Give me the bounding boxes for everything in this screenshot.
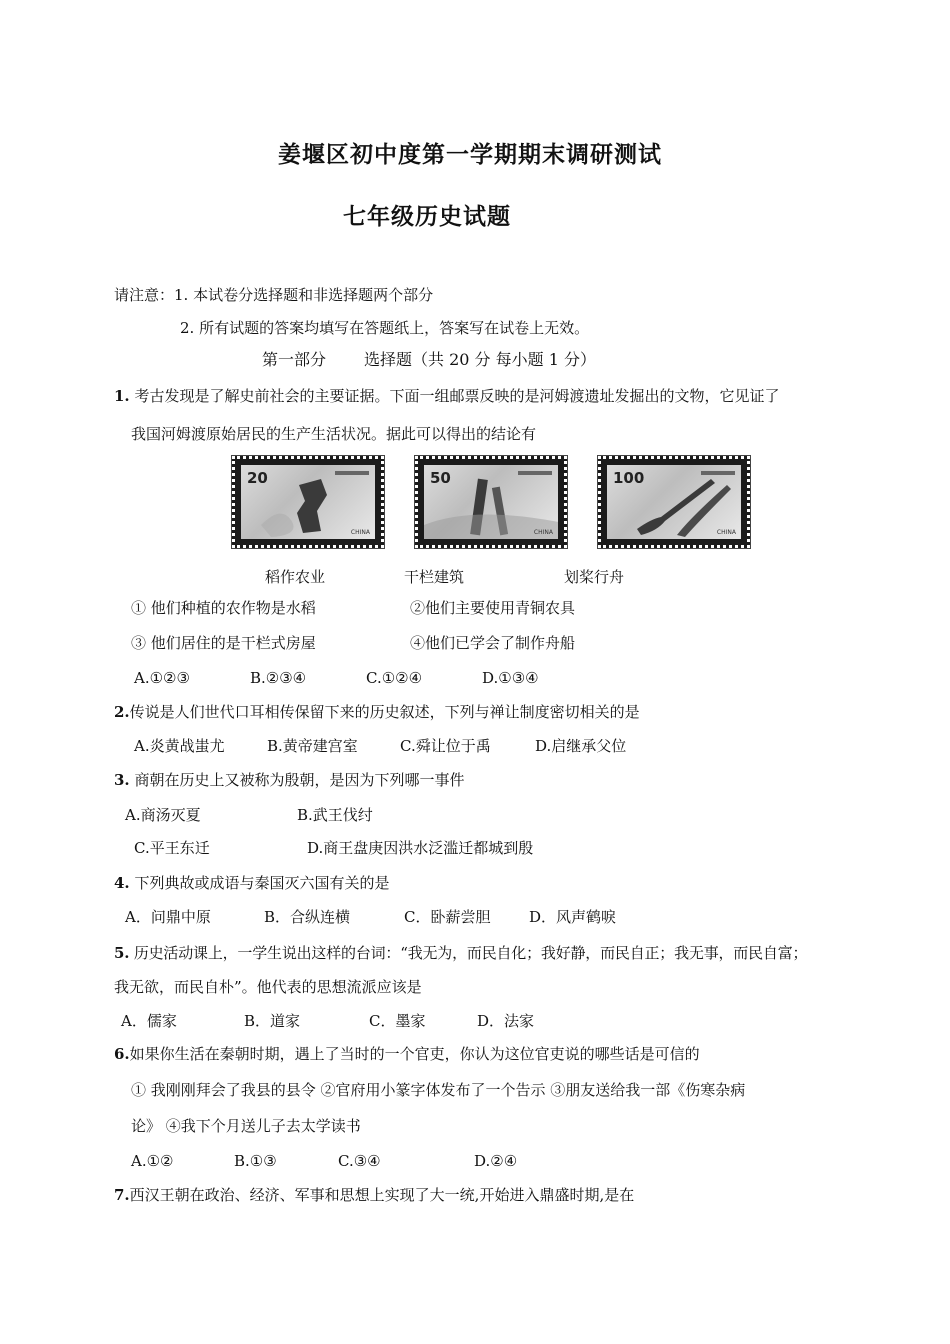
question-text: 历史活动课上，一学生说出这样的台词：“我无为，而民自化；我好静，而民自正；我无事，而民自富；: [129, 944, 808, 962]
stamp-foot: CHINA: [350, 529, 370, 536]
question-text: 如果你生活在秦朝时期，遇上了当时的一个官吏，你认为这位官吏说的哪些话是可信的: [129, 1045, 700, 1063]
stamp-caption-3: 划桨行舟: [564, 568, 625, 586]
q2-option-b: B.黄帝建宫室: [267, 737, 358, 755]
section-name: 选择题（共 20 分 每小题 1 分）: [364, 350, 596, 369]
exam-subtitle: 七年级历史试题: [343, 203, 511, 230]
section-header: [262, 350, 596, 370]
question-number: 7.: [114, 1186, 130, 1204]
question-text: 考古发现是了解史前社会的主要证据。下面一组邮票反映的是河姆渡遗址发掘出的文物，它见证了: [129, 387, 780, 405]
q6-option-a: A.①②: [131, 1152, 174, 1170]
q1-statement-2: ②他们主要使用青铜农具: [410, 599, 576, 617]
stamp-caption-2: 干栏建筑: [404, 568, 465, 586]
stamp-rice-farming: [232, 456, 384, 548]
q3-option-d: D.商王盘庚因洪水泛滥迁都城到殷: [307, 839, 534, 857]
q1-statement-3: ③ 他们居住的是干栏式房屋: [131, 634, 316, 652]
question-number: 3.: [114, 771, 130, 789]
notice-text-1: 1. 本试卷分选择题和非选择题两个部分: [174, 286, 434, 304]
q6-option-d: D.②④: [474, 1152, 518, 1170]
stamp-paddle-boat: [598, 456, 750, 548]
question-number: 5.: [114, 944, 130, 962]
q3-option-b: B.武王伐纣: [297, 806, 373, 824]
stamp-value: 100: [613, 469, 645, 487]
question-5: [114, 943, 807, 963]
question-text: 传说是人们世代口耳相传保留下来的历史叙述，下列与禅让制度密切相关的是: [129, 703, 640, 721]
q4-option-c: C．卧薪尝胆: [404, 908, 491, 926]
question-4: [114, 873, 389, 893]
q1-statement-4: ④他们已学会了制作舟船: [410, 634, 576, 652]
q4-option-b: B．合纵连横: [264, 908, 351, 926]
q2-option-c: C.舜让位于禹: [400, 737, 491, 755]
q2-option-a: A.炎黄战蚩尤: [134, 737, 225, 755]
notice-line-2: 2. 所有试题的答案均填写在答题纸上，答案写在试卷上无效。: [180, 319, 590, 337]
stamp-foot: CHINA: [716, 529, 736, 536]
q1-option-c: C.①②④: [366, 669, 423, 687]
q3-option-c: C.平王东迁: [134, 839, 210, 857]
q4-option-d: D．风声鹤唳: [529, 908, 617, 926]
q3-option-a: A.商汤灭夏: [125, 806, 201, 824]
question-5-line-2: 我无欲，而民自朴”。他代表的思想流派应该是: [114, 978, 422, 996]
paddle-icon: [607, 465, 741, 539]
question-text: 下列典故或成语与秦国灭六国有关的是: [129, 874, 390, 892]
question-number: 6.: [114, 1045, 130, 1063]
stamp-value: 50: [430, 469, 451, 487]
q5-option-c: C．墨家: [369, 1012, 426, 1030]
question-text: 商朝在历史上又被称为殷朝，是因为下列哪一事件: [129, 771, 465, 789]
q5-option-a: A．儒家: [121, 1012, 177, 1030]
question-number: 4.: [114, 874, 130, 892]
q6-option-c: C.③④: [338, 1152, 381, 1170]
q6-option-b: B.①③: [234, 1152, 277, 1170]
question-7: [114, 1185, 634, 1205]
question-text: 西汉王朝在政治、经济、军事和思想上实现了大一统,开始进入鼎盛时期,是在: [129, 1186, 635, 1204]
q1-statement-1: ① 他们种植的农作物是水稻: [131, 599, 316, 617]
section-part: 第一部分: [262, 350, 327, 369]
wooden-beam-icon: [424, 465, 558, 539]
stamp-caption-1: 稻作农业: [265, 568, 326, 586]
question-2: [114, 702, 640, 722]
question-6-line-3: 论》 ④我下个月送儿子去太学读书: [131, 1117, 361, 1135]
question-number: 1.: [114, 387, 130, 405]
question-6-line-2: ① 我刚刚拜会了我县的县令 ②官府用小篆字体发布了一个告示 ③朋友送给我一部《伤寒杂病: [131, 1081, 746, 1099]
question-1-line-2: 我国河姆渡原始居民的生产生活状况。据此可以得出的结论有: [131, 425, 537, 443]
question-6: [114, 1044, 700, 1064]
q1-option-b: B.②③④: [250, 669, 307, 687]
q1-option-d: D.①③④: [482, 669, 539, 687]
question-3: [114, 770, 464, 790]
question-1: [114, 386, 779, 406]
q5-option-d: D．法家: [477, 1012, 535, 1030]
notice-label: 请注意：: [114, 286, 175, 304]
stamp-stilt-house: [415, 456, 567, 548]
exam-title: 姜堰区初中度第一学期期末调研测试: [278, 141, 662, 168]
q1-option-a: A.①②③: [134, 669, 190, 687]
q4-option-a: A．问鼎中原: [125, 908, 211, 926]
stamp-value: 20: [247, 469, 268, 487]
bone-spade-icon: [241, 465, 375, 539]
question-number: 2.: [114, 703, 130, 721]
stamp-foot: CHINA: [533, 529, 553, 536]
notice-line-1: [114, 285, 433, 305]
q2-option-d: D.启继承父位: [535, 737, 627, 755]
q5-option-b: B．道家: [244, 1012, 301, 1030]
